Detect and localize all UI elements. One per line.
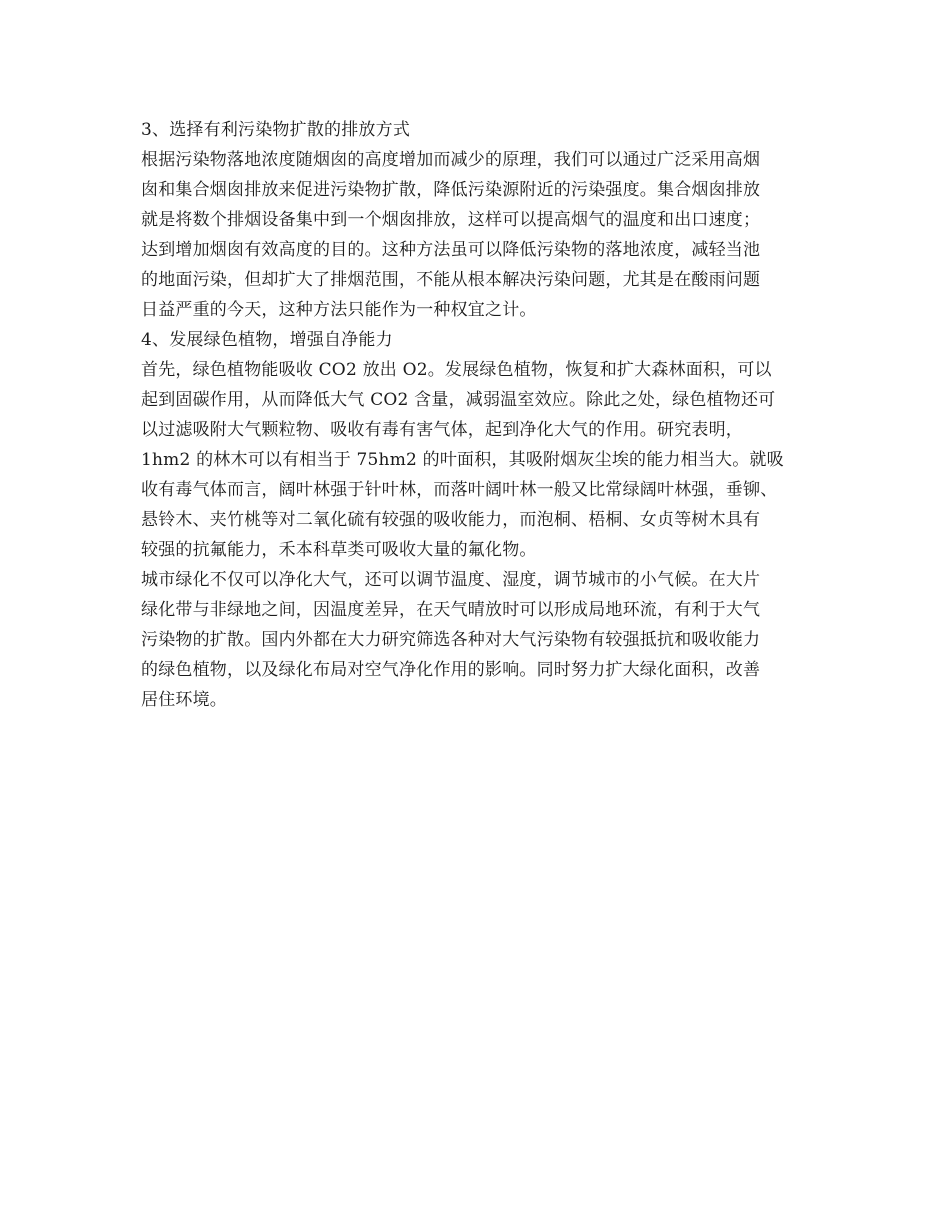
document-page — [141, 115, 831, 715]
paragraph-line: 起到固碳作用，从而降低大气 CO2 含量，减弱温室效应。除此之处，绿色植物还可 — [141, 390, 776, 410]
paragraph-line: 的地面污染，但却扩大了排烟范围，不能从根本解决污染问题，尤其是在酸雨问题 — [141, 270, 761, 290]
paragraph-line: 根据污染物落地浓度随烟囱的高度增加而减少的原理，我们可以通过广泛采用高烟 — [141, 150, 761, 170]
paragraph-line: 绿化带与非绿地之间，因温度差异，在天气晴放时可以形成局地环流，有利于大气 — [141, 600, 761, 620]
paragraph-line: 就是将数个排烟设备集中到一个烟囱排放，这样可以提高烟气的温度和出口速度； — [141, 210, 761, 230]
paragraph-line: 的绿色植物，以及绿化布局对空气净化作用的影响。同时努力扩大绿化面积，改善 — [141, 660, 761, 680]
paragraph-line: 囱和集合烟囱排放来促进污染物扩散，降低污染源附近的污染强度。集合烟囱排放 — [141, 180, 761, 200]
paragraph-line: 达到增加烟囱有效高度的目的。这种方法虽可以降低污染物的落地浓度，减轻当池 — [141, 240, 761, 260]
paragraph-line: 收有毒气体而言，阔叶林强于针叶林，而落叶阔叶林一般又比常绿阔叶林强，垂铆、 — [141, 480, 778, 500]
paragraph-line: 城市绿化不仅可以净化大气，还可以调节温度、湿度，调节城市的小气候。在大片 — [141, 570, 761, 590]
paragraph-line: 日益严重的今天，这种方法只能作为一种权宜之计。 — [141, 300, 537, 320]
paragraph-line: 污染物的扩散。国内外都在大力研究筛选各种对大气污染物有较强抵抗和吸收能力 — [141, 630, 761, 650]
section-heading-4: 4、发展绿色植物，增强自净能力 — [141, 330, 393, 350]
paragraph-line: 悬铃木、夹竹桃等对二氧化硫有较强的吸收能力，而泡桐、梧桐、女贞等树木具有 — [141, 510, 761, 530]
section-heading-3: 3、选择有利污染物扩散的排放方式 — [141, 120, 411, 140]
paragraph-line: 较强的抗氟能力，禾本科草类可吸收大量的氟化物。 — [141, 540, 537, 560]
paragraph-line: 首先，绿色植物能吸收 CO2 放出 O2。发展绿色植物，恢复和扩大森林面积，可以 — [141, 360, 772, 380]
paragraph-line: 1hm2 的林木可以有相当于 75hm2 的叶面积，其吸附烟灰尘埃的能力相当大。就吸 — [141, 450, 784, 470]
paragraph-line: 以过滤吸附大气颗粒物、吸收有毒有害气体，起到净化大气的作用。研究表明， — [141, 420, 743, 440]
paragraph-line: 居住环境。 — [141, 690, 227, 710]
